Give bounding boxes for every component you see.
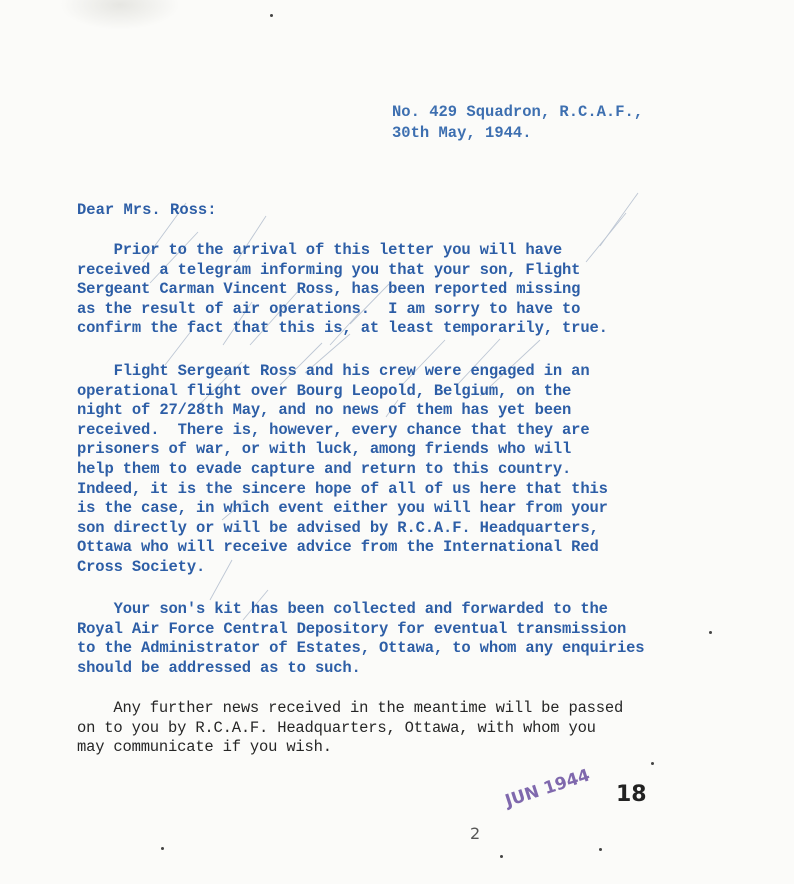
paragraph-4 — [77, 699, 623, 758]
salutation: Dear Mrs. Ross: — [77, 201, 217, 219]
text-line: may communicate if you wish. — [77, 738, 332, 757]
text-line: received. There is, however, every chance that they are — [77, 420, 590, 439]
paper-speck — [599, 848, 602, 851]
text-line: prisoners of war, or with luck, among friends who will — [77, 440, 572, 459]
text-line: help them to evade capture and return to this country. — [77, 459, 572, 478]
squadron-line: No. 429 Squadron, R.C.A.F., — [392, 103, 644, 121]
text-line: Cross Society. — [77, 557, 206, 576]
text-line: Any further news received in the meantime will be passed — [77, 699, 624, 717]
text-line: Indeed, it is the sincere hope of all of us here that this — [77, 479, 608, 498]
text-line: Sergeant Carman Vincent Ross, has been reported missing — [77, 280, 581, 299]
paper-speck — [651, 762, 654, 765]
text-line: to the Administrator of Estates, Ottawa, to whom any enquiries — [77, 639, 645, 658]
date-stamp: JUN 1944 — [502, 765, 593, 812]
text-line: Ottawa who will receive advice from the International Red — [77, 538, 599, 557]
text-line: should be addressed as to such. — [77, 658, 361, 677]
text-line: operational flight over Bourg Leopold, Belgium, on the — [77, 381, 572, 400]
stamp-number: 2 — [470, 824, 481, 843]
paragraph-1 — [77, 241, 608, 339]
text-line: received a telegram informing you that your son, Flight — [77, 260, 581, 279]
letter-header — [392, 102, 643, 144]
paragraph-2 — [77, 362, 608, 578]
text-line: Flight Sergeant Ross and his crew were engaged in an — [77, 362, 590, 380]
text-line: on to you by R.C.A.F. Headquarters, Ottawa, with whom you — [77, 718, 596, 737]
text-line: as the result of air operations. I am sorry to have to — [77, 299, 581, 318]
text-line: son directly or will be advised by R.C.A.F. Headquarters, — [77, 518, 599, 537]
paper-speck — [709, 631, 712, 634]
text-line: confirm the fact that this is, at least temporarily, true. — [77, 319, 608, 338]
text-line: Your son's kit has been collected and forwarded to the — [77, 600, 608, 618]
text-line: is the case, in which event either you will hear from your — [77, 499, 608, 518]
handwritten-mark: 18 — [616, 782, 647, 807]
date-line: 30th May, 1944. — [392, 124, 532, 142]
paragraph-3 — [77, 600, 644, 678]
text-line: Royal Air Force Central Depository for eventual transmission — [77, 619, 627, 638]
paper-speck — [500, 855, 503, 858]
text-line: Prior to the arrival of this letter you will have — [77, 241, 563, 259]
text-line: night of 27/28th May, and no news of them has yet been — [77, 401, 572, 420]
paper-speck — [161, 847, 164, 850]
paper-speck — [270, 14, 273, 17]
